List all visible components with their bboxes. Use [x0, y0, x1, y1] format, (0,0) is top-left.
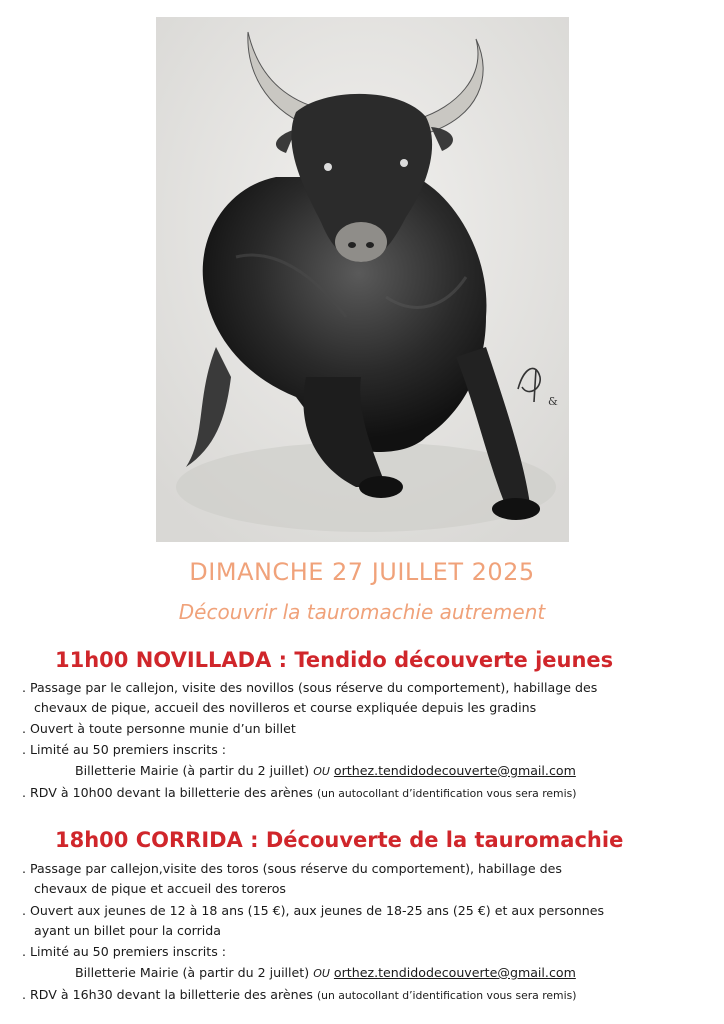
or-label: OU — [313, 967, 330, 980]
novillada-registration — [75, 763, 576, 778]
corrida-bullet-2-cont: ayant un billet pour la corrida — [34, 923, 222, 938]
ticket-office-label: Billetterie Mairie (à partir du 2 juillet) — [75, 763, 310, 778]
novillada-bullet-1: . Passage par le callejon, visite des novillos (sous réserve du comportement), habillage des — [22, 680, 598, 695]
corrida-bullet-1: . Passage par callejon,visite des toros (sous réserve du comportement), habillage des — [22, 861, 562, 876]
novillada-bullet-3: . Limité au 50 premiers inscrits : — [22, 742, 226, 757]
registration-email-link[interactable]: orthez.tendidodecouverte@gmail.com — [333, 763, 576, 778]
registration-email-link[interactable]: orthez.tendidodecouverte@gmail.com — [333, 965, 576, 980]
corrida-rdv — [22, 987, 576, 1002]
corrida-bullet-3: . Limité au 50 premiers inscrits : — [22, 944, 226, 959]
rdv-text: . RDV à 16h30 devant la billetterie des arènes — [22, 987, 313, 1002]
event-date: DIMANCHE 27 JUILLET 2025 — [189, 558, 535, 586]
or-label: OU — [313, 765, 330, 778]
svg-text:&: & — [548, 395, 558, 408]
ticket-office-label: Billetterie Mairie (à partir du 2 juillet) — [75, 965, 310, 980]
bull-drawing — [156, 17, 569, 542]
novillada-rdv — [22, 785, 576, 800]
bull-illustration — [156, 17, 569, 542]
novillada-bullet-2: . Ouvert à toute personne munie d’un billet — [22, 721, 296, 736]
corrida-registration — [75, 965, 576, 980]
corrida-bullet-1-cont: chevaux de pique et accueil des toreros — [34, 881, 286, 896]
rdv-note: (un autocollant d’identification vous sera remis) — [316, 989, 577, 1002]
rdv-note: (un autocollant d’identification vous sera remis) — [316, 787, 577, 800]
novillada-title: 11h00 NOVILLADA : Tendido découverte jeunes — [55, 648, 614, 672]
novillada-bullet-1-cont: chevaux de pique, accueil des novilleros et course expliquée depuis les gradins — [34, 700, 537, 715]
tagline: Découvrir la tauromachie autrement — [178, 600, 546, 624]
corrida-title: 18h00 CORRIDA : Découverte de la tauromachie — [55, 828, 624, 852]
rdv-text: . RDV à 10h00 devant la billetterie des arènes — [22, 785, 313, 800]
corrida-bullet-2: . Ouvert aux jeunes de 12 à 18 ans (15 €), aux jeunes de 18-25 ans (25 €) et aux personnes — [22, 903, 605, 918]
